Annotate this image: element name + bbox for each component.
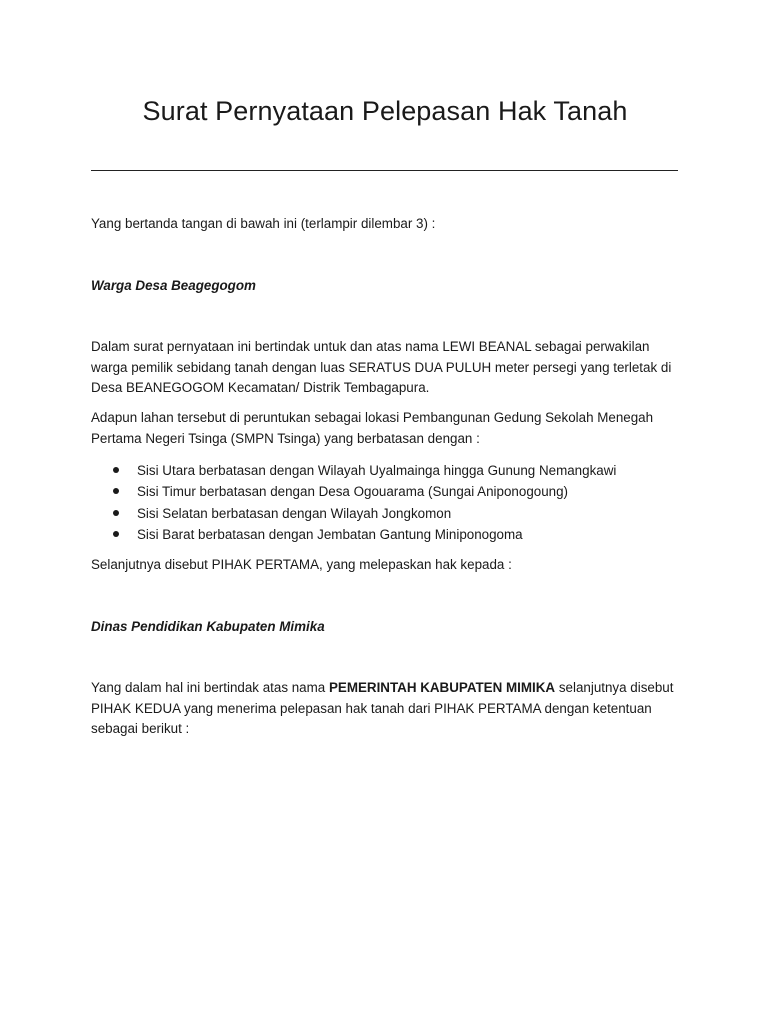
border-text: Sisi Selatan berbatasan dengan Wilayah Jongkomon	[137, 505, 452, 521]
purpose-line: Pertama Negeri Tsinga (SMPN Tsinga) yang berbatasan dengan :	[91, 430, 480, 446]
document-page	[91, 0, 679, 1024]
party2-government-name: PEMERINTAH KABUPATEN MIMIKA	[328, 680, 556, 695]
border-text: Sisi Timur berbatasan dengan Desa Ogouarama (Sungai Aniponogoung)	[137, 484, 569, 500]
party1-label: Selanjutnya disebut PIHAK PERTAMA, yang melepaskan hak kepada :	[91, 557, 512, 572]
party1-desc-line: Dalam surat pernyataan ini bertindak untuk dan atas nama LEWI BEANAL sebagai perwakilan	[91, 339, 650, 354]
border-text: Sisi Barat berbatasan dengan Jembatan Gantung Miniponogoma	[137, 526, 523, 542]
party2-line1-post: selanjutnya disebut	[555, 680, 674, 695]
border-list	[91, 460, 616, 545]
party2-desc-line: PIHAK KEDUA yang menerima pelepasan hak tanah dari PIHAK PERTAMA dengan ketentuan	[91, 700, 652, 716]
document-title: Surat Pernyataan Pelepasan Hak Tanah	[142, 96, 628, 126]
party2-name: Dinas Pendidikan Kabupaten Mimika	[91, 619, 325, 634]
bullet-icon	[113, 488, 119, 494]
party2-line1-pre: Yang dalam hal ini bertindak atas nama	[91, 680, 329, 695]
purpose-line: Adapun lahan tersebut di peruntukan sebagai lokasi Pembangunan Gedung Sekolah Menegah	[91, 410, 654, 425]
party1-name: Warga Desa Beagegogom	[91, 278, 256, 293]
list-item	[91, 524, 616, 545]
bullet-icon	[113, 510, 119, 516]
intro-text: Yang bertanda tangan di bawah ini (terlampir dilembar 3) :	[91, 216, 436, 231]
list-item	[91, 460, 616, 481]
border-text: Sisi Utara berbatasan dengan Wilayah Uyalmainga hingga Gunung Nemangkawi	[137, 463, 617, 478]
purpose-paragraph	[91, 408, 679, 449]
bullet-icon	[113, 531, 119, 537]
bullet-icon	[113, 467, 119, 473]
party1-desc-line: Desa BEANEGOGOM Kecamatan/ Distrik Tembagapura.	[91, 380, 430, 396]
list-item	[91, 481, 616, 502]
party2-description	[91, 678, 679, 740]
party2-desc-line: sebagai berikut :	[91, 721, 190, 737]
title-divider	[91, 170, 678, 171]
party1-desc-line: warga pemilik sebidang tanah dengan luas SERATUS DUA PULUH meter persegi yang terletak di	[91, 359, 672, 375]
list-item	[91, 503, 616, 524]
party1-description	[91, 337, 679, 399]
party2-desc-line	[91, 678, 679, 699]
